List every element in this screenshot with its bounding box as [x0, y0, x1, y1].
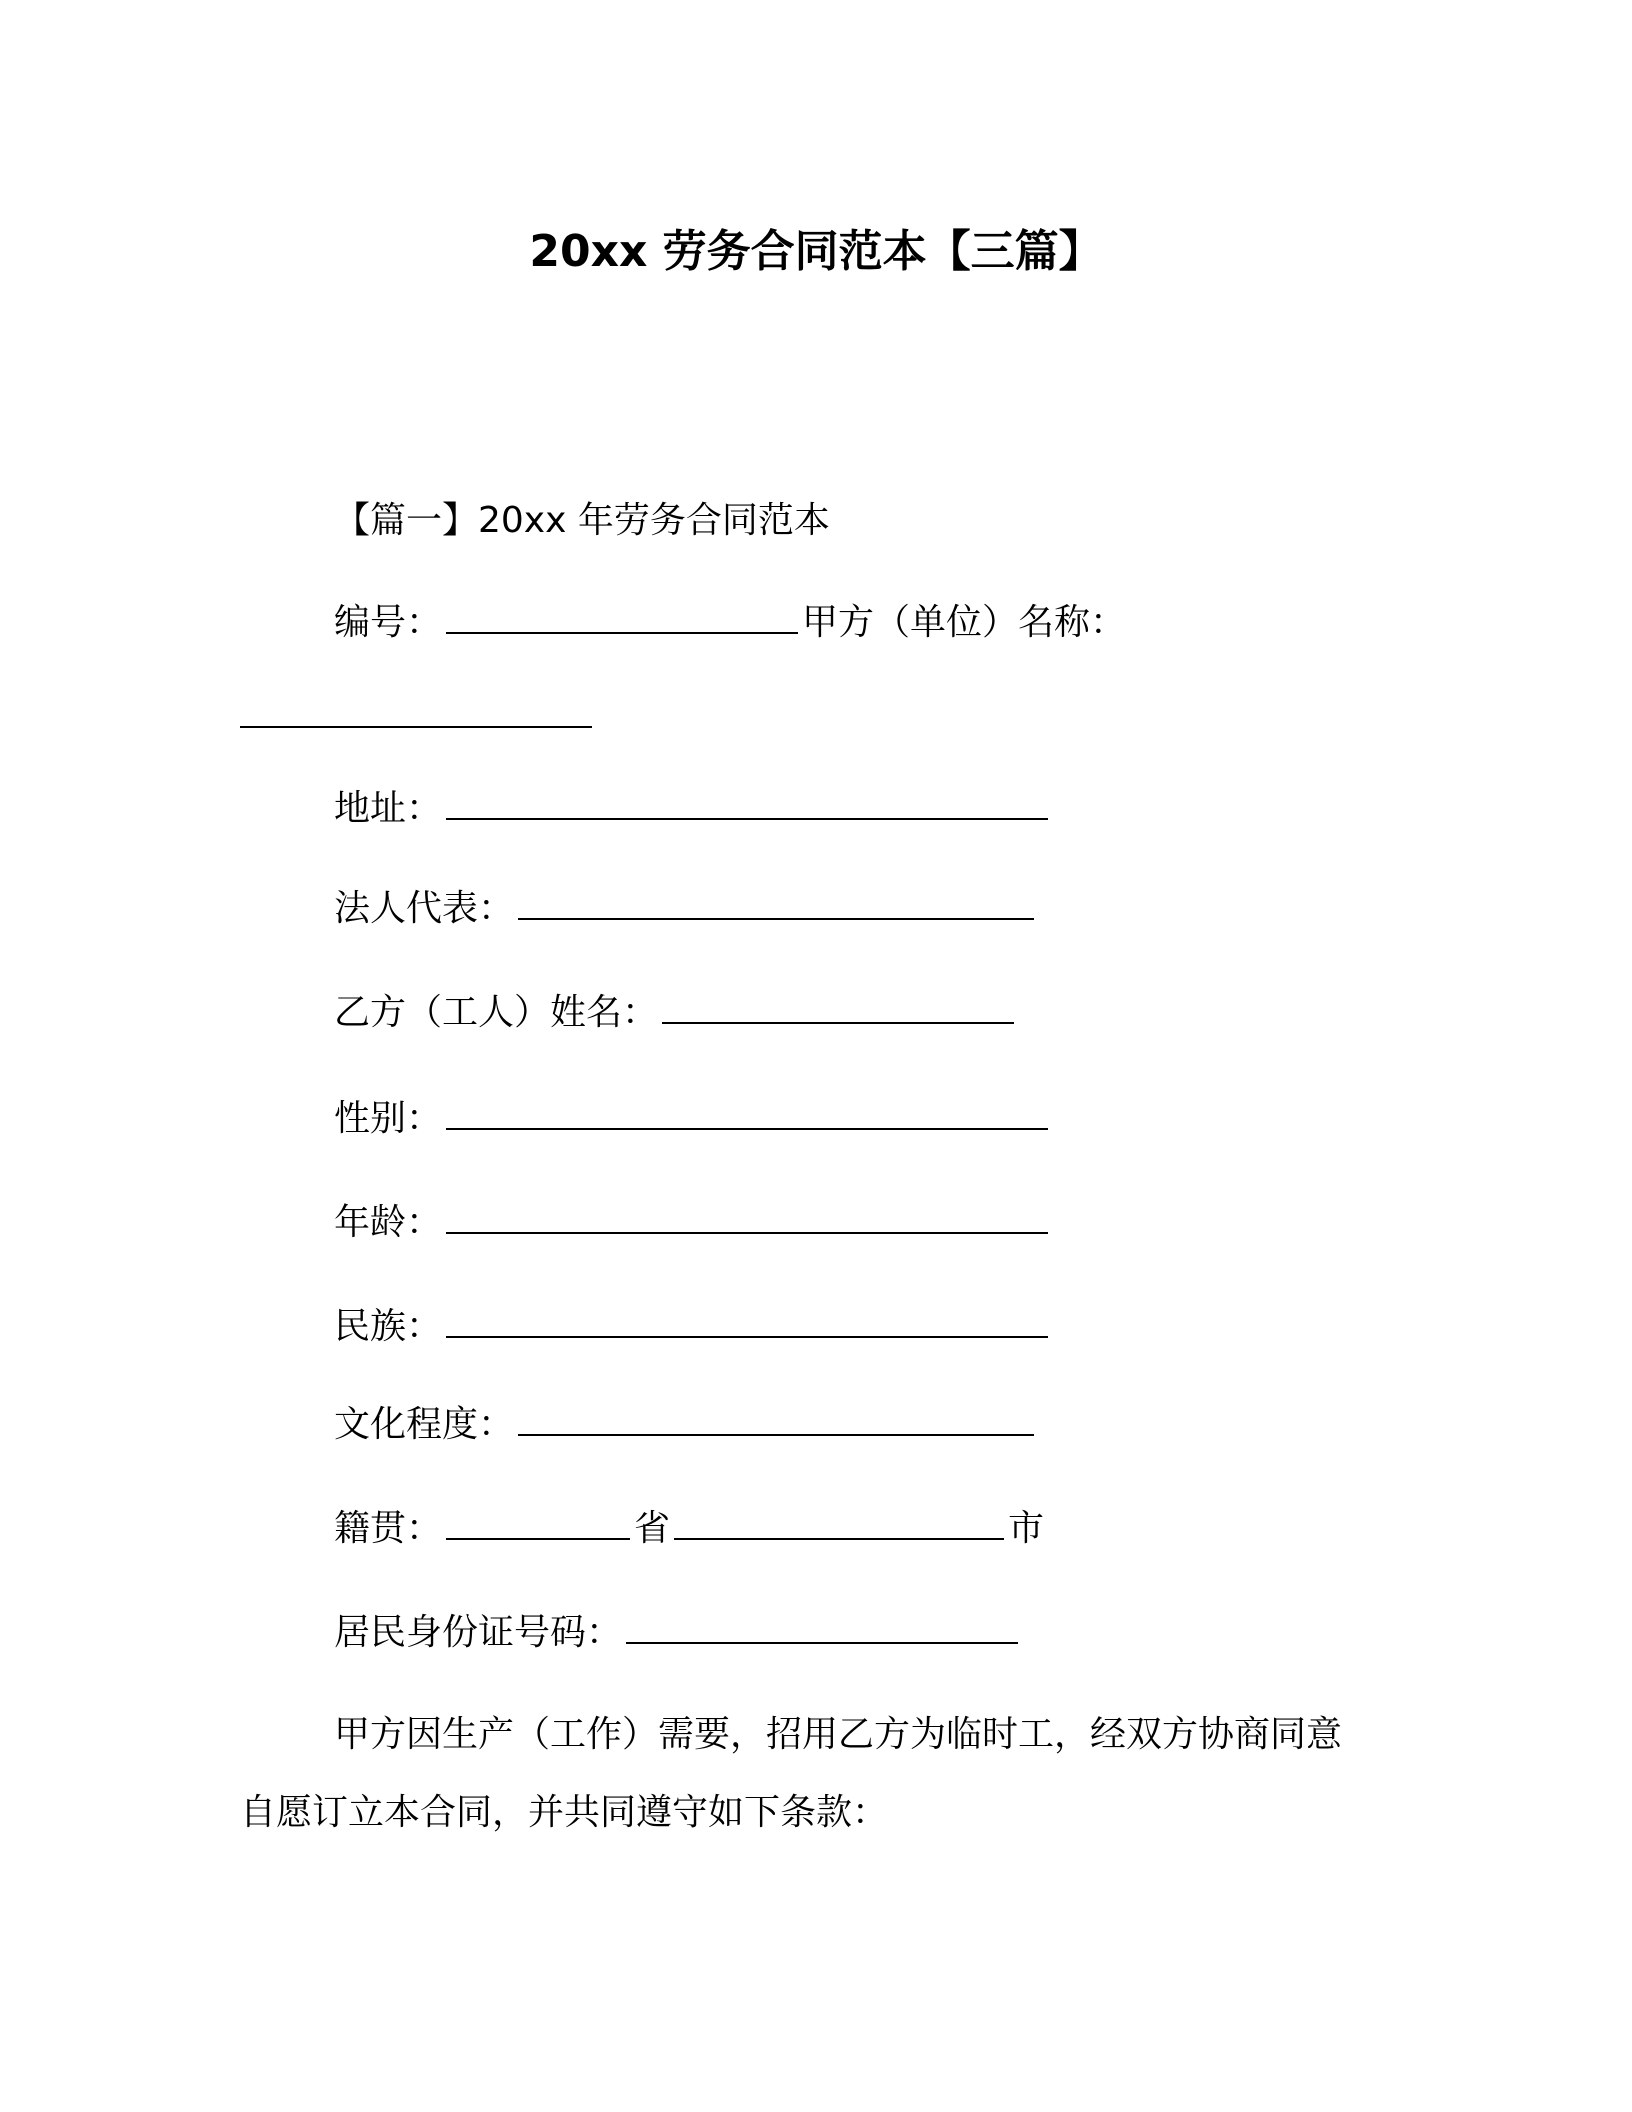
native-place-row	[334, 1502, 1044, 1554]
id-number-row	[334, 1606, 1022, 1658]
party-b-name-label: 乙方（工人）姓名：	[334, 992, 659, 1033]
education-field[interactable]	[518, 1398, 1034, 1436]
city-label: 市	[1008, 1508, 1045, 1549]
gender-field[interactable]	[446, 1092, 1048, 1130]
legal-rep-field[interactable]	[518, 882, 1034, 920]
number-label: 编号：	[334, 602, 443, 643]
age-field[interactable]	[446, 1196, 1048, 1234]
number-party-a-row	[334, 596, 1126, 648]
gender-row	[334, 1092, 1052, 1144]
province-label: 省	[634, 1508, 671, 1549]
party-a-name-label: 甲方（单位）名称：	[802, 602, 1127, 643]
age-row	[334, 1196, 1052, 1248]
gender-label: 性别：	[334, 1098, 443, 1139]
address-row	[334, 782, 1052, 834]
number-field[interactable]	[446, 596, 798, 634]
city-field[interactable]	[674, 1502, 1004, 1540]
legal-rep-row	[334, 882, 1038, 934]
province-field[interactable]	[446, 1502, 630, 1540]
legal-rep-label: 法人代表：	[334, 888, 515, 929]
section-heading: 【篇一】20xx 年劳务合同范本	[334, 500, 830, 541]
ethnicity-label: 民族：	[334, 1306, 443, 1347]
document-title: 20xx 劳务合同范本【三篇】	[529, 226, 1103, 277]
native-place-label: 籍贯：	[334, 1508, 443, 1549]
education-row	[334, 1398, 1038, 1450]
address-field[interactable]	[446, 782, 1048, 820]
party-b-name-field[interactable]	[662, 986, 1014, 1024]
paragraph-line-2: 自愿订立本合同，并共同遵守如下条款：	[240, 1792, 889, 1833]
ethnicity-row	[334, 1300, 1052, 1352]
education-label: 文化程度：	[334, 1404, 515, 1445]
id-number-label: 居民身份证号码：	[334, 1612, 623, 1653]
party-a-name-field[interactable]	[240, 690, 592, 728]
party-b-name-row	[334, 986, 1018, 1038]
paragraph-line-1: 甲方因生产（工作）需要，招用乙方为临时工，经双方协商同意	[334, 1714, 1343, 1755]
ethnicity-field[interactable]	[446, 1300, 1048, 1338]
party-a-name-row	[240, 690, 596, 742]
age-label: 年龄：	[334, 1202, 443, 1243]
address-label: 地址：	[334, 788, 443, 829]
id-number-field[interactable]	[626, 1606, 1018, 1644]
